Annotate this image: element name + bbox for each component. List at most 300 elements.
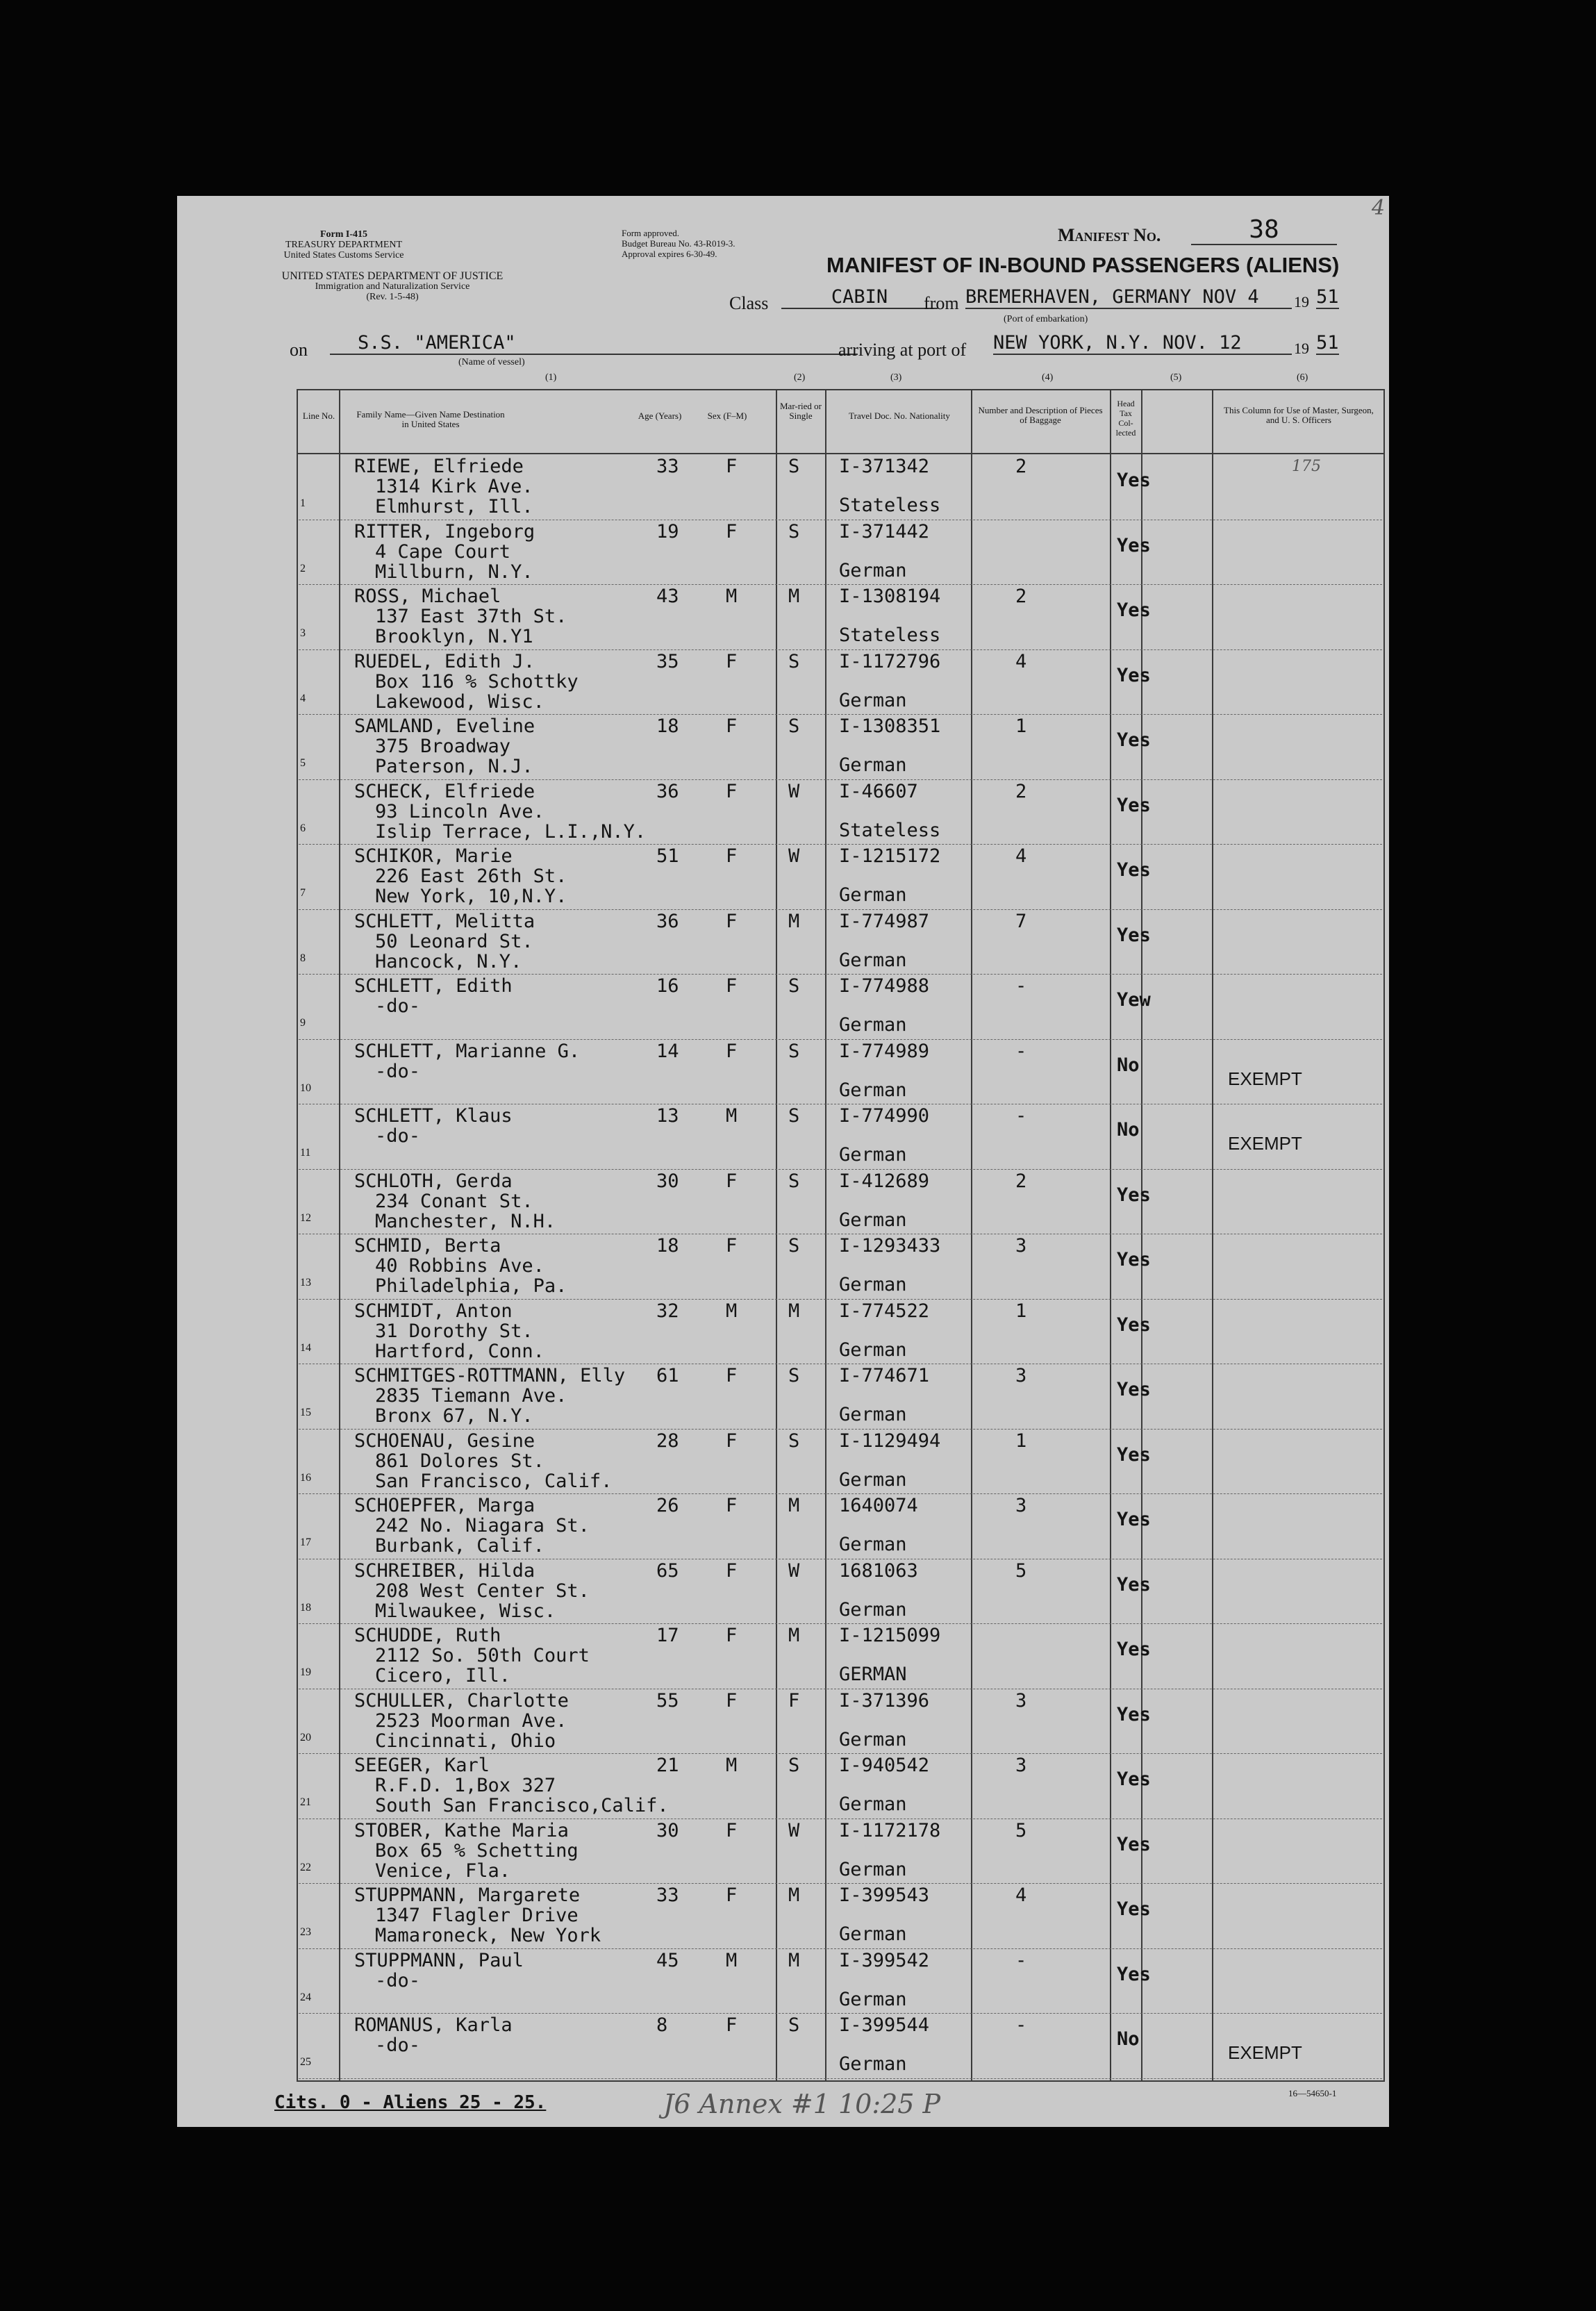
col-number-3: (3)	[890, 372, 902, 383]
head-tax: Yes	[1117, 470, 1151, 491]
sex: F	[726, 1625, 738, 1646]
line-number: 3	[300, 627, 306, 639]
head-tax: Yes	[1117, 1379, 1151, 1400]
sex: F	[726, 1235, 738, 1257]
head-tax: Yes	[1117, 1249, 1151, 1270]
baggage-count: 2	[1015, 780, 1027, 802]
destination-street: 1347 Flagler Drive	[375, 1905, 579, 1926]
travel-doc-no: I-371396	[839, 1689, 930, 1712]
travel-doc-no: I-1293433	[839, 1235, 941, 1257]
marital-status: W	[788, 780, 800, 802]
passenger-name: SCHLETT, Melitta	[354, 910, 535, 932]
travel-doc-no: I-1172796	[839, 650, 941, 672]
sex: M	[726, 586, 738, 607]
destination-city: Millburn, N.Y.	[375, 561, 533, 583]
age: 17	[656, 1625, 679, 1646]
table-row	[299, 909, 1382, 975]
table-row	[299, 1299, 1382, 1365]
arrival-year-prefix: 19	[1294, 340, 1309, 357]
line-number: 23	[300, 1926, 311, 1938]
marital-status: M	[788, 910, 800, 932]
manifest-sheet	[177, 196, 1389, 2127]
age: 36	[656, 780, 679, 802]
destination-city: Hartford, Conn.	[375, 1340, 545, 1362]
table-row	[299, 714, 1382, 780]
head-tax: Yes	[1117, 729, 1151, 751]
travel-doc-no: I-1215099	[839, 1625, 941, 1646]
line-number: 19	[300, 1666, 311, 1678]
baggage-count: 4	[1015, 650, 1027, 672]
vessel-note: (Name of vessel)	[458, 357, 525, 367]
nationality: German	[839, 1728, 907, 1750]
travel-doc-no: I-1308194	[839, 586, 941, 607]
destination-city: Hancock, N.Y.	[375, 950, 522, 972]
travel-doc-no: I-371342	[839, 456, 930, 477]
destination-street: 137 East 37th St.	[375, 606, 567, 627]
marital-status: M	[788, 1885, 800, 1906]
head-tax: Yes	[1117, 1314, 1151, 1336]
travel-doc-no: I-774988	[839, 975, 930, 997]
col-header-travel-doc: Travel Doc. No. Nationality	[849, 411, 950, 421]
nationality: GERMAN	[839, 1664, 907, 1685]
destination-street: -do-	[375, 1060, 421, 1082]
age: 65	[656, 1559, 679, 1582]
destination-street: 208 West Center St.	[375, 1580, 590, 1602]
destination-street: R.F.D. 1,Box 327	[375, 1775, 556, 1796]
nationality: German	[839, 1274, 907, 1295]
nationality: German	[839, 884, 907, 906]
sex: F	[726, 1819, 738, 1841]
age: 21	[656, 1755, 679, 1776]
head-tax: Yes	[1117, 1443, 1151, 1466]
sex: M	[726, 1755, 738, 1776]
baggage-count: 2	[1015, 586, 1027, 607]
table-row	[299, 1104, 1382, 1170]
officer-note: EXEMPT	[1228, 1068, 1302, 1089]
baggage-count: 5	[1015, 1559, 1027, 1582]
port-note: (Port of embarkation)	[1004, 314, 1088, 324]
passenger-name: SCHOEPFER, Marga	[354, 1495, 535, 1516]
passenger-name: STOBER, Kathe Maria	[354, 1819, 569, 1841]
from-year: 51	[1316, 286, 1339, 308]
line-number: 8	[300, 952, 306, 964]
marital-status: M	[788, 1300, 800, 1322]
vessel-name: S.S. "AMERICA"	[330, 332, 858, 355]
age: 26	[656, 1495, 679, 1516]
nationality: German	[839, 1598, 907, 1621]
line-number: 4	[300, 692, 306, 704]
sex: F	[726, 845, 738, 867]
age: 33	[656, 456, 679, 477]
nationality: German	[839, 1858, 907, 1880]
destination-city: Mamaroneck, New York	[375, 1925, 601, 1946]
marital-status: F	[788, 1689, 800, 1712]
sex: F	[726, 975, 738, 997]
destination-street: -do-	[375, 995, 421, 1017]
age: 18	[656, 715, 679, 737]
marital-status: S	[788, 1755, 800, 1776]
travel-doc-no: I-774522	[839, 1300, 930, 1322]
travel-doc-no: I-774671	[839, 1365, 930, 1386]
destination-street: 93 Lincoln Ave.	[375, 800, 545, 822]
destination-city: New York, 10,N.Y.	[375, 886, 567, 907]
table-row	[299, 1753, 1382, 1819]
nationality: German	[839, 1014, 907, 1036]
age: 36	[656, 910, 679, 932]
sex: F	[726, 780, 738, 802]
sex: F	[726, 520, 738, 542]
passenger-name: SCHMID, Berta	[354, 1235, 501, 1257]
manifest-no: 38	[1191, 215, 1337, 245]
col-number-6: (6)	[1297, 372, 1308, 383]
marital-status: W	[788, 845, 800, 867]
col-header-sex: Sex (F–M)	[707, 411, 747, 421]
destination-street: Box 116 % Schottky	[375, 670, 579, 693]
line-number: 9	[300, 1017, 306, 1029]
destination-street: 2835 Tiemann Ave.	[375, 1385, 567, 1407]
destination-city: Milwaukee, Wisc.	[375, 1600, 556, 1622]
destination-street: 50 Leonard St.	[375, 930, 533, 952]
destination-city: Paterson, N.J.	[375, 756, 533, 777]
age: 8	[656, 2014, 668, 2036]
manifest-no-label: Manifest No.	[1058, 225, 1161, 245]
destination-street: 40 Robbins Ave.	[375, 1255, 545, 1277]
line-number: 15	[300, 1407, 311, 1418]
line-number: 10	[300, 1082, 311, 1094]
travel-doc-no: I-774990	[839, 1105, 930, 1127]
col-number-4: (4)	[1042, 372, 1054, 383]
nationality: German	[839, 754, 907, 776]
destination-city: Lakewood, Wisc.	[375, 690, 545, 713]
destination-street: -do-	[375, 1969, 421, 1991]
age: 32	[656, 1300, 679, 1322]
head-tax: Yes	[1117, 1833, 1151, 1855]
passenger-name: SEEGER, Karl	[354, 1755, 490, 1776]
col-header-name: Family Name—Given Name Destination in United States	[356, 409, 505, 429]
nationality: Stateless	[839, 495, 941, 516]
line-number: 2	[300, 562, 306, 574]
on-label: on	[290, 340, 308, 360]
head-tax: Yes	[1117, 794, 1151, 816]
passenger-name: RIEWE, Elfriede	[354, 456, 524, 477]
line-number: 20	[300, 1731, 311, 1743]
marital-status: M	[788, 1949, 800, 1971]
destination-city: Philadelphia, Pa.	[375, 1275, 567, 1297]
table-row	[299, 844, 1382, 910]
travel-doc-no: 1640074	[839, 1495, 918, 1516]
passenger-name: SCHECK, Elfriede	[354, 780, 535, 802]
baggage-count: -	[1015, 975, 1027, 997]
nationality: German	[839, 1988, 907, 2010]
marital-status: S	[788, 1235, 800, 1257]
marital-status: M	[788, 1495, 800, 1516]
destination-street: 375 Broadway	[375, 736, 511, 757]
destination-city: Brooklyn, N.Y1	[375, 626, 533, 647]
marital-status: S	[788, 650, 800, 672]
form-id-block: Form I-415 TREASURY DEPARTMENT United States Customs Service	[283, 229, 404, 260]
destination-city: San Francisco, Calif.	[375, 1470, 613, 1492]
col-header-age: Age (Years)	[638, 411, 682, 421]
head-tax: No	[1117, 1054, 1140, 1076]
marital-status: W	[788, 1819, 800, 1841]
table-row	[299, 1234, 1382, 1300]
nationality: German	[839, 949, 907, 971]
destination-city: Venice, Fla.	[375, 1859, 511, 1882]
destination-street: 2112 So. 50th Court	[375, 1645, 590, 1666]
department-block: UNITED STATES DEPARTMENT OF JUSTICE Immigration and Naturalization Service (Rev. 1-5-48)	[281, 270, 504, 302]
travel-doc-no: I-1129494	[839, 1430, 941, 1452]
arrival-year: 51	[1316, 332, 1339, 354]
nationality: German	[839, 1079, 907, 1101]
marital-status: S	[788, 1430, 800, 1452]
table-row	[299, 974, 1382, 1040]
marital-status: S	[788, 456, 800, 477]
table-row	[299, 1883, 1382, 1949]
sex: F	[726, 2014, 738, 2036]
marital-status: S	[788, 1040, 800, 1062]
baggage-count: 3	[1015, 1689, 1027, 1712]
destination-city: Cicero, Ill.	[375, 1665, 511, 1687]
marital-status: W	[788, 1559, 800, 1582]
officer-note: EXEMPT	[1228, 1133, 1302, 1154]
class-label: Class	[729, 293, 769, 313]
head-tax: Yes	[1117, 1639, 1151, 1660]
destination-street: 234 Conant St.	[375, 1190, 533, 1212]
destination-street: 31 Dorothy St.	[375, 1320, 533, 1342]
nationality: German	[839, 559, 907, 581]
marital-status: S	[788, 715, 800, 737]
travel-doc-no: 1681063	[839, 1559, 918, 1582]
nationality: Stateless	[839, 819, 941, 841]
table-row	[299, 1493, 1382, 1559]
marital-status: M	[788, 1625, 800, 1646]
class-value: CABIN	[781, 286, 938, 309]
col-number-2: (2)	[794, 372, 806, 383]
age: 19	[656, 520, 679, 542]
destination-city: Bronx 67, N.Y.	[375, 1405, 533, 1427]
marital-status: S	[788, 1170, 800, 1192]
baggage-count: 3	[1015, 1495, 1027, 1516]
baggage-count: -	[1015, 2014, 1027, 2036]
head-tax: Yes	[1117, 1769, 1151, 1790]
nationality: German	[839, 1404, 907, 1425]
destination-city: South San Francisco,Calif.	[375, 1795, 669, 1816]
officer-note: 175	[1292, 458, 1321, 475]
table-row	[299, 1039, 1382, 1105]
baggage-count: 4	[1015, 845, 1027, 867]
head-tax: Yes	[1117, 664, 1151, 686]
age: 30	[656, 1819, 679, 1841]
line-number: 12	[300, 1211, 311, 1224]
line-number: 18	[300, 1601, 311, 1614]
approval-block: Form approved. Budget Bureau No. 43-R019-3. Approval expires 6-30-49.	[622, 228, 735, 259]
head-tax: Yes	[1117, 924, 1151, 946]
table-row	[299, 584, 1382, 650]
age: 14	[656, 1040, 679, 1062]
destination-street: Box 65 % Schetting	[375, 1839, 579, 1862]
travel-doc-no: I-371442	[839, 520, 930, 542]
line-number: 6	[300, 822, 306, 834]
head-tax: Yes	[1117, 1703, 1151, 1725]
sex: F	[726, 1040, 738, 1062]
destination-street: -do-	[375, 1125, 421, 1147]
travel-doc-no: I-399542	[839, 1949, 930, 1971]
age: 61	[656, 1365, 679, 1386]
line-number: 5	[300, 757, 306, 769]
head-tax: Yew	[1117, 989, 1151, 1011]
travel-doc-no: I-1215172	[839, 845, 941, 867]
table-row	[299, 1623, 1382, 1689]
line-number: 17	[300, 1536, 311, 1548]
sex: F	[726, 1559, 738, 1582]
nationality: German	[839, 1923, 907, 1945]
baggage-count: 2	[1015, 1170, 1027, 1192]
travel-doc-no: I-399543	[839, 1885, 930, 1906]
age: 28	[656, 1430, 679, 1452]
sex: F	[726, 1885, 738, 1906]
baggage-count: 3	[1015, 1235, 1027, 1257]
line-number: 14	[300, 1341, 311, 1354]
destination-street: 226 East 26th St.	[375, 865, 567, 887]
line-number: 25	[300, 2056, 311, 2068]
nationality: German	[839, 1794, 907, 1815]
head-tax: Yes	[1117, 1509, 1151, 1530]
nationality: Stateless	[839, 624, 941, 646]
baggage-count: 1	[1015, 1430, 1027, 1452]
travel-doc-no: I-399544	[839, 2014, 930, 2036]
travel-doc-no: I-1308351	[839, 715, 941, 737]
age: 43	[656, 586, 679, 607]
sex: F	[726, 1689, 738, 1712]
destination-city: Manchester, N.H.	[375, 1210, 556, 1232]
line-number: 11	[300, 1147, 311, 1159]
table-row	[299, 1559, 1382, 1625]
destination-street: 1314 Kirk Ave.	[375, 476, 533, 497]
destination-city: Cincinnati, Ohio	[375, 1730, 556, 1752]
baggage-count: 5	[1015, 1819, 1027, 1841]
head-tax: Yes	[1117, 599, 1151, 621]
sex: F	[726, 910, 738, 932]
sex: F	[726, 1170, 738, 1192]
baggage-count: 1	[1015, 1300, 1027, 1322]
arrival-port: NEW YORK, N.Y. NOV. 12	[993, 332, 1292, 355]
col-header-officers: This Column for Use of Master, Surgeon, and U. S. Officers	[1224, 405, 1374, 425]
destination-street: 242 No. Niagara St.	[375, 1515, 590, 1536]
sex: F	[726, 650, 738, 672]
nationality: German	[839, 1339, 907, 1361]
head-tax: Yes	[1117, 1184, 1151, 1206]
passenger-name: SCHUDDE, Ruth	[354, 1625, 501, 1646]
marital-status: S	[788, 520, 800, 542]
passenger-name: STUPPMANN, Paul	[354, 1949, 524, 1971]
passenger-name: SCHLOTH, Gerda	[354, 1170, 513, 1192]
passenger-name: SCHREIBER, Hilda	[354, 1559, 535, 1582]
baggage-count: 7	[1015, 910, 1027, 932]
head-tax: No	[1117, 1119, 1140, 1141]
baggage-count: 3	[1015, 1755, 1027, 1776]
destination-street: 2523 Moorman Ave.	[375, 1709, 567, 1732]
nationality: German	[839, 1209, 907, 1231]
baggage-count: 3	[1015, 1365, 1027, 1386]
passenger-name: SCHMIDT, Anton	[354, 1300, 513, 1322]
sex: M	[726, 1300, 738, 1322]
head-tax: Yes	[1117, 1573, 1151, 1596]
baggage-count: 2	[1015, 456, 1027, 477]
destination-street: 4 Cape Court	[375, 540, 511, 563]
sex: F	[726, 456, 738, 477]
baggage-count: 1	[1015, 715, 1027, 737]
col-header-line-no: Line No.	[302, 411, 335, 421]
col-number-5: (5)	[1170, 372, 1182, 383]
table-row	[299, 1948, 1382, 2014]
travel-doc-no: I-412689	[839, 1170, 930, 1192]
table-row	[299, 1429, 1382, 1495]
handwritten-annotation: J6 Annex #1 10:25 P	[663, 2089, 941, 2119]
age: 13	[656, 1105, 679, 1127]
nationality: German	[839, 1468, 907, 1491]
sex: M	[726, 1105, 738, 1127]
arriving-label: arriving at port of	[838, 340, 967, 360]
baggage-count: -	[1015, 1105, 1027, 1127]
nationality: German	[839, 2053, 907, 2075]
table-row	[299, 454, 1382, 520]
destination-city: Burbank, Calif.	[375, 1535, 545, 1557]
destination-city: Islip Terrace, L.I.,N.Y.	[375, 820, 647, 843]
travel-doc-no: I-940542	[839, 1755, 930, 1776]
marital-status: S	[788, 1365, 800, 1386]
marital-status: M	[788, 586, 800, 607]
col-header-baggage: Number and Description of Pieces of Baggage	[978, 405, 1103, 425]
travel-doc-no: I-1172178	[839, 1819, 941, 1841]
line-number: 16	[300, 1471, 311, 1484]
passenger-name: SCHULLER, Charlotte	[354, 1689, 569, 1712]
age: 33	[656, 1885, 679, 1906]
age: 45	[656, 1949, 679, 1971]
travel-doc-no: I-774989	[839, 1040, 930, 1062]
passenger-name: STUPPMANN, Margarete	[354, 1885, 581, 1906]
from-year-prefix: 19	[1294, 293, 1309, 310]
age: 16	[656, 975, 679, 997]
baggage-count: -	[1015, 1040, 1027, 1062]
age: 30	[656, 1170, 679, 1192]
col-header-head-tax: Head Tax Col-lected	[1115, 399, 1136, 438]
line-number: 22	[300, 1861, 311, 1873]
col-header-married: Mar-ried or Single	[779, 401, 822, 421]
from-value: BREMERHAVEN, GERMANY NOV 4	[965, 286, 1292, 309]
table-row	[299, 779, 1382, 845]
sex: F	[726, 1365, 738, 1386]
passenger-name: RITTER, Ingeborg	[354, 520, 535, 542]
table-row	[299, 520, 1382, 586]
from-label: from	[924, 293, 959, 313]
passenger-name: RUEDEL, Edith J.	[354, 650, 535, 672]
marital-status: S	[788, 2014, 800, 2036]
table-row	[299, 649, 1382, 715]
line-number: 24	[300, 1991, 311, 2003]
manifest-title: MANIFEST OF IN-BOUND PASSENGERS (ALIENS)	[826, 253, 1340, 277]
head-tax: Yes	[1117, 534, 1151, 556]
form-code: 16—54650-1	[1288, 2088, 1337, 2098]
baggage-count: 4	[1015, 1885, 1027, 1906]
nationality: German	[839, 1534, 907, 1555]
nationality: German	[839, 689, 907, 711]
line-number: 1	[300, 497, 306, 509]
head-tax: No	[1117, 2028, 1140, 2050]
sex: F	[726, 1430, 738, 1452]
destination-street: -do-	[375, 2035, 421, 2056]
travel-doc-no: I-774987	[839, 910, 930, 932]
line-number: 7	[300, 887, 306, 899]
